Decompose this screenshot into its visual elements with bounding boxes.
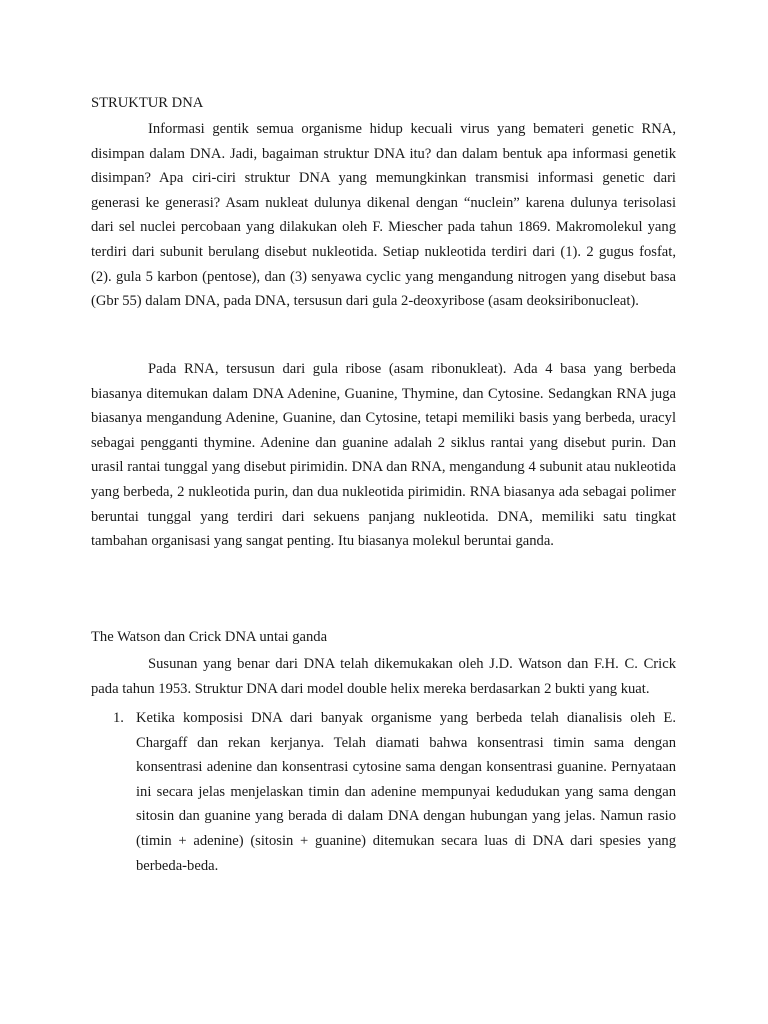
numbered-list bbox=[91, 706, 676, 878]
document-title: STRUKTUR DNA bbox=[91, 95, 204, 111]
list-item-text: Ketika komposisi DNA dari banyak organisme yang berbeda telah dianalisis oleh E. Chargaff dan rekan kerjanya. Telah diamati bahwa konsentrasi timin sama dengan konsentrasi adenine dan konsentrasi cytosine sama dengan konsentrasi guanine. Pernyataan ini secara jelas menjelaskan timin dan adenine mempunyai kedudukan yang sama dengan sitosin dan guanine yang berada di dalam DNA dengan hubungan yang jelas. Namun rasio (timin + adenine) (sitosin + guanine) ditemukan secara luas di DNA dari spesies yang berbeda-beda. bbox=[136, 710, 676, 874]
list-item-number: 1. bbox=[113, 710, 124, 726]
section-heading: The Watson dan Crick DNA untai ganda bbox=[91, 629, 328, 645]
section-paragraph bbox=[91, 652, 676, 701]
paragraph-2-text: Pada RNA, tersusun dari gula ribose (asam ribonukleat). Ada 4 basa yang berbeda biasanya ditemukan dalam DNA Adenine, Guanine, Thymine, dan Cytosine. Sedangkan RNA juga biasanya mengandung Adenine, Guanine, dan Cytosine, tetapi memiliki basis yang berbeda, uracyl sebagai pengganti thymine. Adenine dan guanine adalah 2 siklus rantai yang disebut purin. Dan urasil rantai tunggal yang disebut pirimidin. DNA dan RNA, mengandung 4 subunit atau nukleotida yang berbeda, 2 nukleotida purin, dan dua nukleotida pirimidin. RNA biasanya ada sebagai polimer beruntai tunggal yang terdiri dari sekuens panjang nukleotida. DNA, memiliki satu tingkat tambahan organisasi yang sangat penting. Itu biasanya molekul beruntai ganda. bbox=[91, 361, 676, 550]
paragraph-1-text: Informasi gentik semua organisme hidup kecuali virus yang bemateri genetic RNA, disimpan dalam DNA. Jadi, bagaiman struktur DNA itu? dan dalam bentuk apa informasi genetik disimpan? Apa ciri-ciri struktur DNA yang memungkinkan transmisi informasi genetic dari generasi ke generasi? Asam nukleat dulunya dikenal dengan “nuclein” karena dulunya terisolasi dari sel nuclei percobaan yang dilakukan oleh F. Miescher pada tahun 1869. Makromolekul yang terdiri dari subunit berulang disebut nukleotida. Setiap nukleotida terdiri dari (1). 2 gugus fosfat, (2). gula 5 karbon (pentose), dan (3) senyawa cyclic yang mengandung nitrogen yang disebut basa (Gbr 55) dalam DNA, pada DNA, tersusun dari gula 2-deoxyribose (asam deoksiribonucleat). bbox=[91, 121, 676, 310]
list-item bbox=[91, 706, 676, 878]
section-paragraph-text: Susunan yang benar dari DNA telah dikemukakan oleh J.D. Watson dan F.H. C. Crick pada tahun 1953. Struktur DNA dari model double helix mereka berdasarkan 2 bukti yang kuat. bbox=[91, 656, 676, 697]
paragraph-1 bbox=[91, 117, 676, 314]
paragraph-2 bbox=[91, 357, 676, 554]
